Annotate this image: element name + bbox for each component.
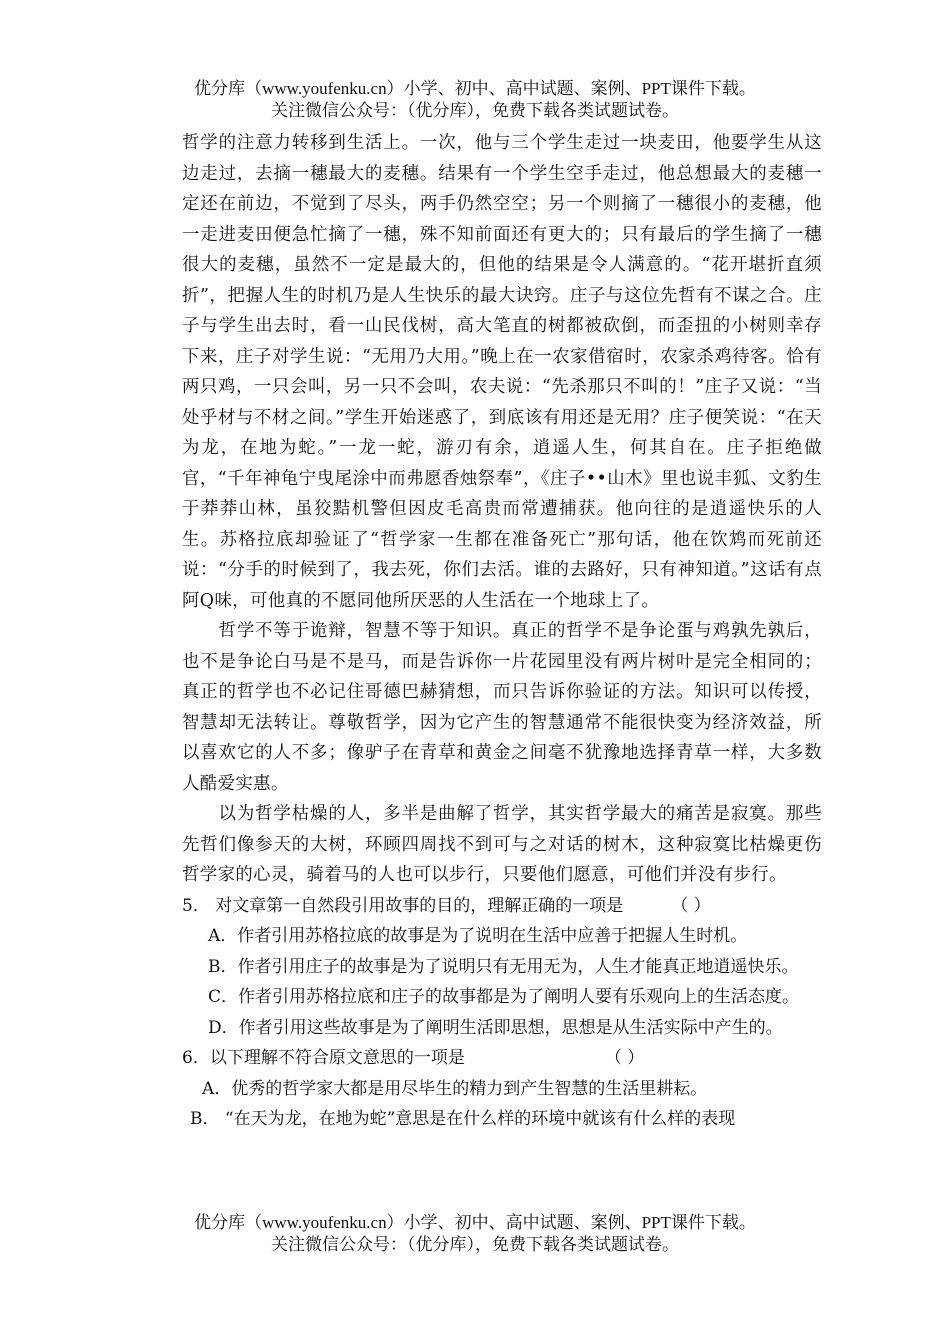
question-6-option-b: B． “在天为龙，在地为蛇”意思是在什么样的环境中就该有什么样的表现 (190, 1109, 736, 1129)
document-body (182, 128, 822, 1135)
footer-line-2: 关注微信公众号：（优分库），免费下载各类试题试卷。 (271, 1235, 679, 1254)
page-header (0, 78, 950, 122)
question-5-option-d: D．作者引用这些故事是为了阐明生活即思想，思想是从生活实际中产生的。 (208, 1017, 783, 1038)
question-5-option-c: C．作者引用苏格拉底和庄子的故事都是为了阐明人要有乐观向上的生活态度。 (208, 987, 800, 1007)
article-paragraph-3: 以为哲学枯燥的人，多半是曲解了哲学，其实哲学最大的痛苦是寂寞。那些先哲们像参天的大树，环顾四周找不到可与之对话的树木，这种寂寞比枯燥更伤哲学家的心灵，骑着马的人也可以步行，只要他们愿意，可他们并没有步行。 (182, 804, 822, 885)
question-6-text: 6．以下理解不符合原文意思的一项是 (182, 1048, 465, 1068)
question-6-answer-blank: （ ） (604, 1048, 645, 1068)
footer-line-1: 优分库（www.youfenku.cn）小学、初中、高中试题、案例、PPT课件下载。 (194, 1213, 756, 1232)
question-6-option-a: A．优秀的哲学家大都是用尽毕生的精力到产生智慧的生活里耕耘。 (202, 1078, 708, 1099)
header-line-2: 关注微信公众号：（优分库），免费下载各类试题试卷。 (271, 101, 679, 120)
article-paragraph-2: 哲学不等于诡辩，智慧不等于知识。真正的哲学不是争论蛋与鸡孰先孰后，也不是争论白马是不是马，而是告诉你一片花园里没有两片树叶是完全相同的；真正的哲学也不必记住哥德巴赫猜想，而只告诉你验证的方法。知识可以传授，智慧却无法转让。尊敬哲学，因为它产生的智慧通常不能很快变为经济效益，所以喜欢它的人不多；像驴子在青草和黄金之间毫不犹豫地选择青草一样，大多数人酷爱实惠。 (182, 621, 822, 794)
question-6-stem (182, 1043, 822, 1074)
question-5-option-b: B．作者引用庄子的故事是为了说明只有无用无为，人生才能真正地逍遥快乐。 (208, 956, 799, 977)
question-5-text: 5． 对文章第一自然段引用故事的目的，理解正确的一项是 (182, 895, 624, 916)
article-paragraph-1: 哲学的注意力转移到生活上。一次，他与三个学生走过一块麦田，他要学生从这边走过，去摘一穗最大的麦穗。结果有一个学生空手走过，他总想最大的麦穗一定还在前边，不觉到了尽头，两手仍然空空；另一个则摘了一穗很小的麦穗，他一走进麦田便急忙摘了一穗，殊不知前面还有更大的；只有最后的学生摘了一穗很大的麦穗，虽然不一定是最大的，但他的结果是令人满意的。“花开堪折直须折”，把握人生的时机乃是人生快乐的最大诀窍。庄子与这位先哲有不谋之合。庄子与学生出去时，看一山民伐树，高大笔直的树都被砍倒，而歪扭的小树则幸存下来，庄子对学生说：“无用乃大用。”晚上在一农家借宿时，农家杀鸡待客。恰有两只鸡，一只会叫，另一只不会叫，农夫说：“先杀那只不叫的！”庄子又说：“当处乎材与不材之间。”学生开始迷惑了，到底该有用还是无用？庄子便笑说：“在天为龙，在地为蛇。”一龙一蛇，游刃有余，逍遥人生，何其自在。庄子拒绝做官，“千年神龟宁曳尾涂中而弗愿香烛祭奉”，《庄子••山木》里也说丰狐、文豹生于莽莽山林，虽狡黠机警但因皮毛高贵而常遭捕获。他向往的是逍遥快乐的人生。苏格拉底却验证了“哲学家一生都在准备死亡”那句话，他在饮鸩而死前还说：“分手的时候到了，我去死，你们去活。谁的去路好，只有神知道。”这话有点阿Q味，可他真的不愿同他所厌恶的人生活在一个地球上了。 (182, 133, 822, 611)
question-5-option-a: A．作者引用苏格拉底的故事是为了说明在生活中应善于把握人生时机。 (208, 926, 748, 946)
header-line-1: 优分库（www.youfenku.cn）小学、初中、高中试题、案例、PPT课件下载。 (194, 79, 756, 98)
question-5-stem (182, 891, 822, 922)
question-5-answer-blank: （ ） (671, 895, 711, 916)
page-footer (0, 1212, 950, 1256)
